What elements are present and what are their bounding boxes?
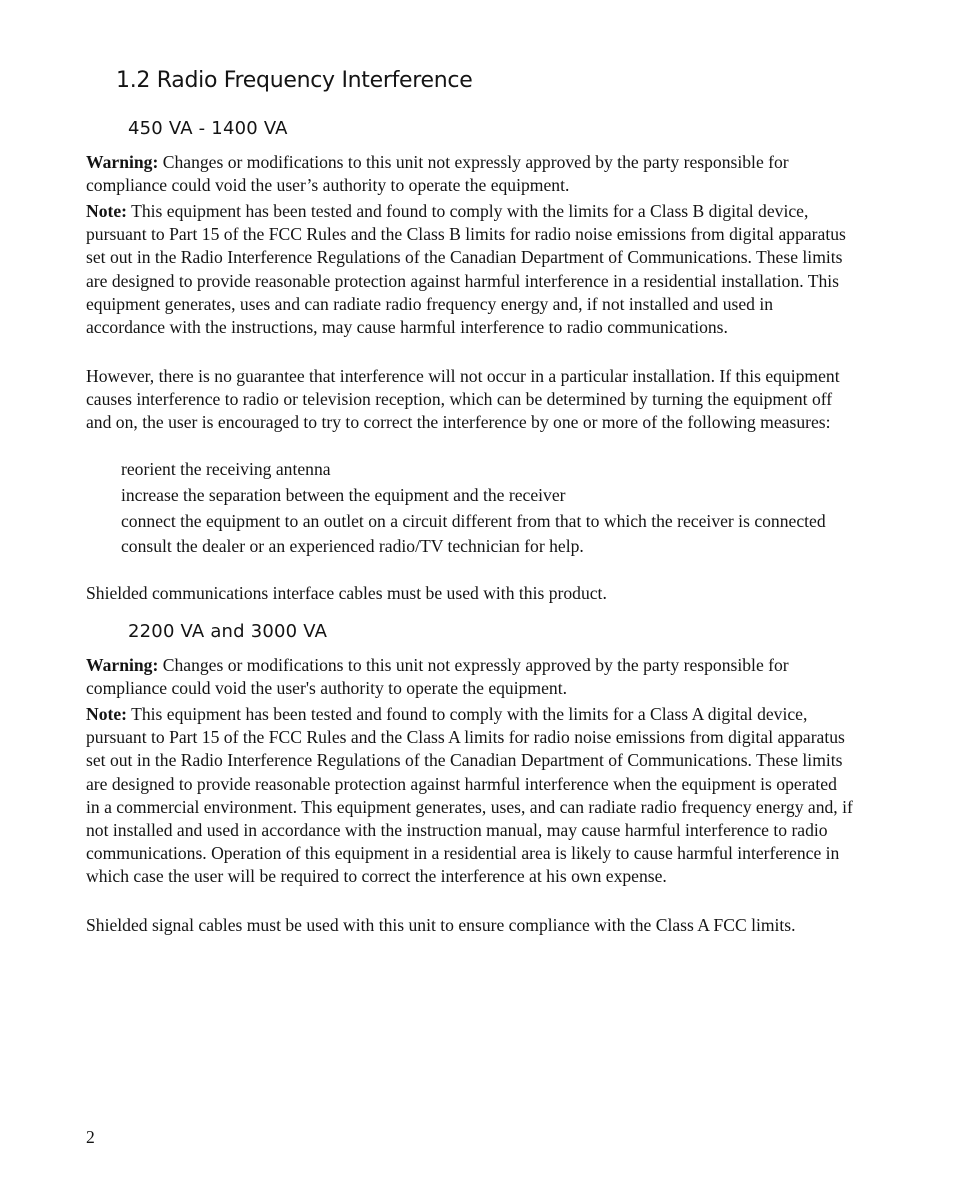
list-item: reorient the receiving antenna [121,459,331,479]
page-number: 2 [86,1127,95,1147]
note-paragraph-large-units [86,703,854,889]
warning-text: Changes or modifications to this unit not expressly approved by the party responsible for compliance could void the user's authority to operate the equipment. [86,655,789,699]
shielded-paragraph-large-units: Shielded signal cables must be used with this unit to ensure compliance with the Class A FCC limits. [86,915,796,935]
note-paragraph-small-units [86,200,854,339]
section-title: 1.2 Radio Frequency Interference [116,68,473,93]
note-text: This equipment has been tested and found to comply with the limits for a Class B digital device, pursuant to Part 15 of the FCC Rules and the Class B limits for radio noise emissions from digital apparatus set out in the Radio Interference Regulations of the Canadian Department of Communications. These limits are designed to provide reasonable protection against harmful interference in a residential installation. This equipment generates, uses and can radiate radio frequency energy and, if not installed and used in accordance with the instructions, may cause harmful interference to radio communications. [86,201,846,338]
shielded-paragraph-small-units: Shielded communications interface cables must be used with this product. [86,583,607,603]
list-item: connect the equipment to an outlet on a circuit different from that to which the receiver is connected [121,510,826,531]
warning-text: Changes or modifications to this unit not expressly approved by the party responsible for compliance could void the user’s authority to operate the equipment. [86,152,789,196]
warning-paragraph-large-units [86,654,854,700]
note-text: This equipment has been tested and found to comply with the limits for a Class A digital device, pursuant to Part 15 of the FCC Rules and the Class A limits for radio noise emissions from digital apparatus set out in the Radio Interference Regulations of the Canadian Department of Communications. These limits are designed to provide reasonable protection against harmful interference when the equipment is operated in a commercial environment. This equipment generates, uses, and can radiate radio frequency energy and, if not installed and used in accordance with the instruction manual, may cause harmful interference to radio communications. Operation of this equipment in a residential area is likely to cause harmful interference in which case the user will be required to correct the interference at his own expense. [86,704,853,887]
note-label: Note: [86,704,128,724]
note-label: Note: [86,201,128,221]
however-paragraph: However, there is no guarantee that interference will not occur in a particular installation. If this equipment causes interference to radio or television reception, which can be determined by turning the equipment off and on, the user is encouraged to try to correct the interference by one or more of the following measures: [86,366,840,433]
warning-paragraph-small-units [86,151,854,197]
list-item: consult the dealer or an experienced radio/TV technician for help. [121,536,584,557]
subsection-heading-small-units: 450 VA - 1400 VA [128,118,288,139]
warning-label: Warning: [86,152,159,172]
measures-list [121,458,841,561]
warning-label: Warning: [86,655,159,675]
list-item: increase the separation between the equipment and the receiver [121,484,566,505]
subsection-heading-large-units: 2200 VA and 3000 VA [128,621,328,642]
